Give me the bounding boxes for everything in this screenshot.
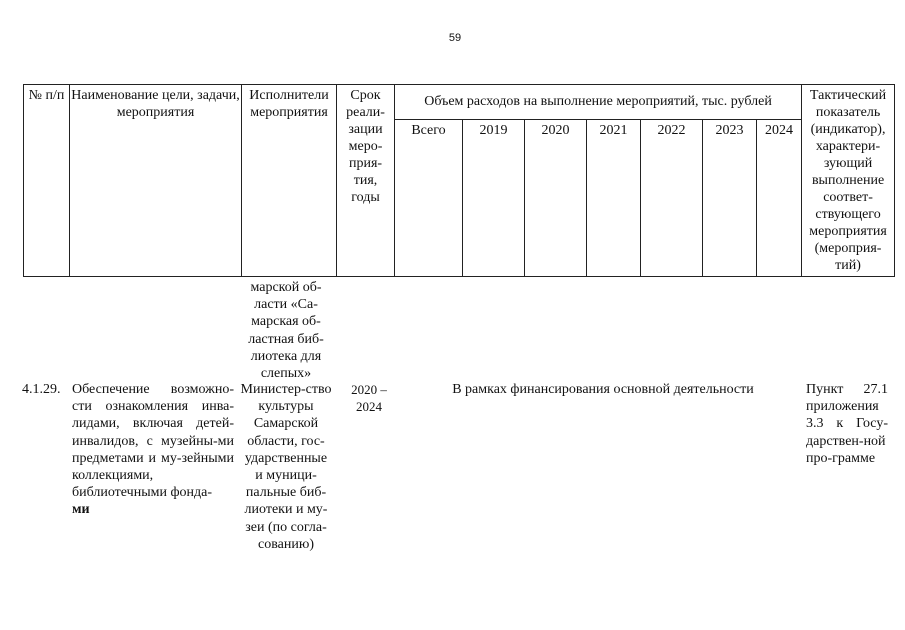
header-year: 2021 xyxy=(587,119,641,276)
row-number: 4.1.29. xyxy=(22,382,61,397)
table-header xyxy=(23,84,895,277)
header-indicator: Тактический показатель (индикатор), характери-зующий выполнение соответ-ствующего мероприятия (мероприя-тий) xyxy=(802,85,895,277)
row-name-text: Обеспечение возможно-сти ознакомления инва-лидами, включая детей-инвалидов, с музейны-ми предметами и му-зейными коллекциями, библиотечными фонда- xyxy=(72,382,234,501)
header-total: Всего xyxy=(395,119,463,276)
row-name xyxy=(72,381,234,519)
row-term: 2020 – 2024 xyxy=(351,382,387,415)
header-executors: Исполнители мероприятия xyxy=(242,85,337,277)
row-financing: В рамках финансирования основной деятельности xyxy=(452,382,754,397)
row-indicator: Пункт 27.1 приложения 3.3 к Госу-дарствен-ной про-грамме xyxy=(806,382,888,466)
header-year: 2024 xyxy=(757,119,802,276)
row-executors: Министер-ство культуры Самарской области, гос-ударственные и муници-пальные биб-лиотеки и му-зеи (по согла-сованию) xyxy=(240,382,332,552)
header-year: 2019 xyxy=(463,119,525,276)
header-cost: Объем расходов на выполнение мероприятий, тыс. рублей xyxy=(395,85,802,120)
page-number: 59 xyxy=(448,32,462,44)
header-year: 2023 xyxy=(703,119,757,276)
header-term: Срок реали-зации меро-прия-тия, годы xyxy=(337,85,395,277)
header-year: 2020 xyxy=(525,119,587,276)
header-name: Наименование цели, задачи, мероприятия xyxy=(70,85,242,277)
header-number: № п/п xyxy=(24,85,70,277)
header-year: 2022 xyxy=(641,119,703,276)
executor-continuation: марской об-ласти «Са-марская об-ластная биб-лиотека для слепых» xyxy=(248,280,324,382)
row-name-last: ми xyxy=(72,502,90,518)
